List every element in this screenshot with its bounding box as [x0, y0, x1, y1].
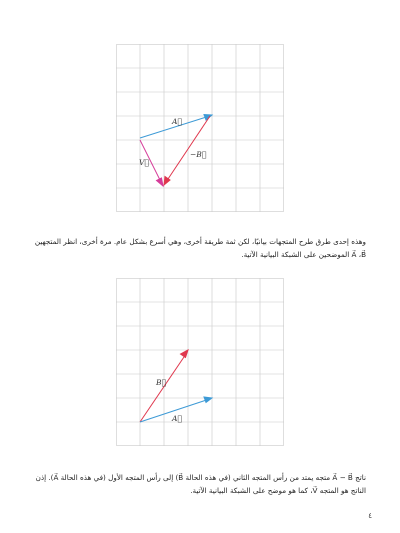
- label-a: A⃗: [172, 414, 182, 423]
- page-number: ٤: [368, 512, 372, 520]
- label-minus-b: −B⃗: [190, 150, 207, 159]
- figure-vector-subtraction-triangle: [116, 44, 284, 212]
- label-a: A⃗: [172, 117, 182, 126]
- label-b: B⃗: [156, 378, 167, 387]
- paragraph-1: وهذه إحدى طرق طرح المتجهات بيانيًا، لكن ثمة طريقة أخرى، وهي أسرع بشكل عام. مرة أخرى، انظر المتجهين A⃗ ،B⃗ الموضحين على الشبكة البيانية الآتية.: [34, 237, 366, 259]
- label-v: V⃗: [139, 158, 149, 167]
- grid: [116, 44, 284, 212]
- paragraph-2: ناتج A⃗ − B⃗ متجه يمتد من رأس المتجه الثاني (في هذه الحالة B⃗) إلى رأس المتجه الأول (في هذه الحالة A⃗). إذن الناتج هو المتجه V⃗، كما هو موضح على الشبكة البيانية الآتية.: [35, 473, 366, 495]
- figure-vectors-a-b: [116, 278, 284, 446]
